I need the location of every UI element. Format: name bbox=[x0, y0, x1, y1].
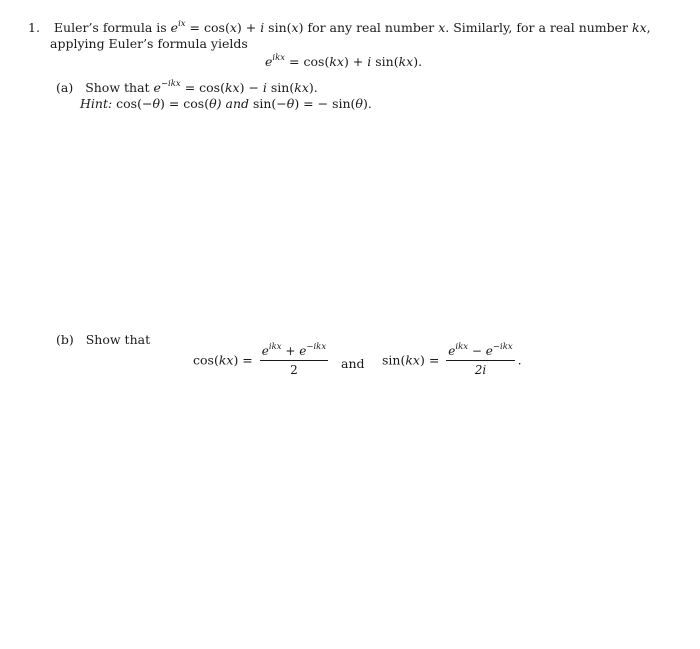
intro-text-5: ) for any real number bbox=[298, 20, 439, 35]
part-a-rest-2: ) − bbox=[239, 80, 263, 95]
intro-text-3: ) + bbox=[236, 20, 261, 35]
hint-text-2: ) = cos( bbox=[159, 96, 210, 111]
sin-num-base-1: e bbox=[448, 344, 456, 358]
cos-num-base-2: e bbox=[299, 344, 307, 358]
part-b-statement bbox=[56, 332, 150, 348]
intro-exp-base: e bbox=[170, 20, 179, 35]
cos-fraction bbox=[260, 344, 328, 378]
intro-text-2: = cos( bbox=[185, 20, 230, 35]
sin-lhs-2: ) = bbox=[419, 352, 440, 368]
display-rest-3: sin( bbox=[371, 54, 399, 69]
hint-text-5: ). bbox=[362, 96, 372, 111]
euler-display-equation bbox=[265, 54, 422, 69]
cos-lhs-2: ) = bbox=[233, 352, 253, 368]
hint-theta-4: θ bbox=[355, 96, 363, 111]
intro-text-1: Euler’s formula is bbox=[53, 20, 171, 35]
sin-num-minus: − bbox=[468, 344, 486, 358]
hint-and: ) and bbox=[216, 96, 253, 111]
display-base: e bbox=[265, 54, 273, 69]
display-kx-1: kx bbox=[329, 54, 344, 69]
part-b-label: (b) bbox=[56, 332, 74, 347]
part-b-text: Show that bbox=[85, 332, 151, 347]
hint-theta-1: θ bbox=[152, 96, 160, 111]
sin-num-base-2: e bbox=[485, 344, 493, 358]
sin-denominator: 2i bbox=[474, 363, 487, 377]
cos-numerator bbox=[260, 344, 328, 361]
intro-exp-sup: ix bbox=[178, 19, 186, 29]
sin-lhs-kx: kx bbox=[405, 352, 420, 368]
cos-formula bbox=[193, 344, 331, 378]
part-a-rest-1: = cos( bbox=[180, 80, 225, 95]
part-a-rest-4: ). bbox=[308, 80, 318, 95]
cos-lhs-kx: kx bbox=[218, 352, 234, 368]
problem-intro-line bbox=[28, 20, 651, 36]
intro-x-1: x bbox=[229, 20, 237, 35]
intro-x-2: x bbox=[291, 20, 299, 35]
hint-text-3: sin(− bbox=[252, 96, 287, 111]
sin-lhs-1: sin( bbox=[382, 352, 406, 368]
display-i: i bbox=[367, 54, 372, 69]
display-rest-4: ). bbox=[413, 54, 423, 69]
cos-denominator: 2 bbox=[290, 363, 298, 377]
display-rest-1: = cos( bbox=[285, 54, 330, 69]
sin-numerator bbox=[446, 344, 514, 361]
part-a-kx-1: kx bbox=[224, 80, 240, 95]
part-a-rest-3: sin( bbox=[266, 80, 295, 95]
part-a-base: e bbox=[153, 80, 161, 95]
hint-text-1: cos(− bbox=[112, 96, 153, 111]
sin-fraction bbox=[446, 344, 514, 378]
sin-formula bbox=[382, 344, 522, 378]
part-a-text: Show that bbox=[85, 80, 154, 95]
intro-text-7: , bbox=[646, 20, 651, 35]
intro-text-4: sin( bbox=[264, 20, 292, 35]
problem-intro-line-2: applying Euler’s formula yields bbox=[50, 36, 248, 51]
part-a-statement bbox=[56, 80, 318, 96]
cos-num-sup-2: −ikx bbox=[306, 342, 327, 352]
part-a-i: i bbox=[262, 80, 267, 95]
hint-text-4: ) = − sin( bbox=[294, 96, 356, 111]
cos-num-base-1: e bbox=[261, 344, 269, 358]
part-a-label: (a) bbox=[56, 80, 74, 95]
part-a-sup: −ikx bbox=[160, 79, 181, 89]
intro-i: i bbox=[260, 20, 265, 35]
sin-end-period: . bbox=[517, 352, 522, 368]
hint-label: Hint: bbox=[80, 96, 113, 111]
intro-kx: kx bbox=[632, 20, 647, 35]
cos-num-sup-1: ikx bbox=[268, 342, 282, 352]
hint-theta-3: θ bbox=[286, 96, 295, 111]
cos-num-plus: + bbox=[281, 344, 300, 358]
and-word: and bbox=[341, 356, 365, 371]
display-kx-2: kx bbox=[398, 54, 414, 69]
display-sup: ikx bbox=[272, 53, 286, 63]
hint-theta-2: θ bbox=[209, 96, 217, 111]
intro-text-6: . Similarly, for a real number bbox=[445, 20, 633, 35]
problem-number: 1. bbox=[28, 20, 40, 35]
part-a-kx-2: kx bbox=[294, 80, 309, 95]
cos-lhs-1: cos( bbox=[193, 352, 219, 368]
intro-x-3: x bbox=[438, 20, 446, 35]
sin-num-sup-2: −ikx bbox=[492, 342, 513, 352]
part-a-hint bbox=[80, 96, 372, 112]
display-rest-2: ) + bbox=[343, 54, 368, 69]
sin-num-sup-1: ikx bbox=[455, 342, 469, 352]
